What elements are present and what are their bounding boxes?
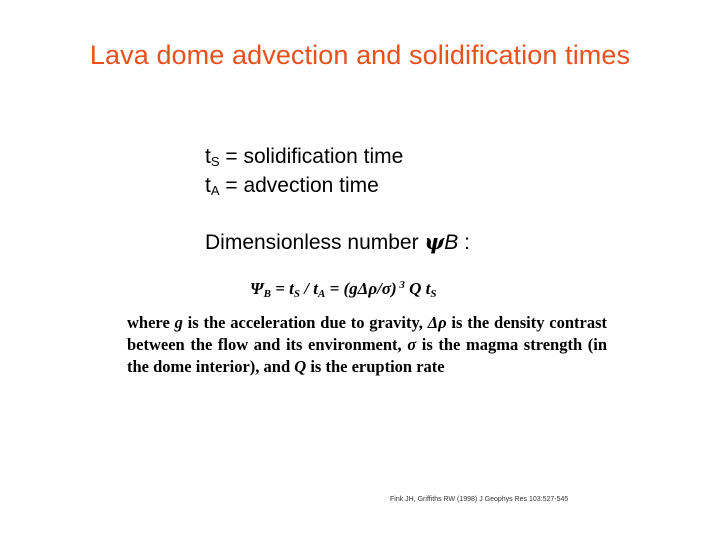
- definitions: [205, 142, 403, 200]
- explanation-paragraph: where g is the acceleration due to gravity, Δρ is the density contrast between the flow and its environment, σ is the magma strength (in the dome interior), and Q is the eruption rate: [127, 313, 607, 376]
- definition-solidification: $t_S$ = solidification time: [205, 145, 404, 169]
- dimensionless-number-label: Dimensionless number ψB :: [205, 229, 470, 254]
- slide-title: Lava dome advection and solidification times: [89, 40, 631, 70]
- citation: Fink JH, Griffiths RW (1998) J Geophys Res 103:527-545: [390, 496, 569, 503]
- equation: $\Psi_B = t_S / t_A = (g\Delta\rho/\sigma)$ $^3$ Q $t_S$: [250, 279, 437, 300]
- definition-advection: $t_A$ = advection time: [205, 174, 379, 198]
